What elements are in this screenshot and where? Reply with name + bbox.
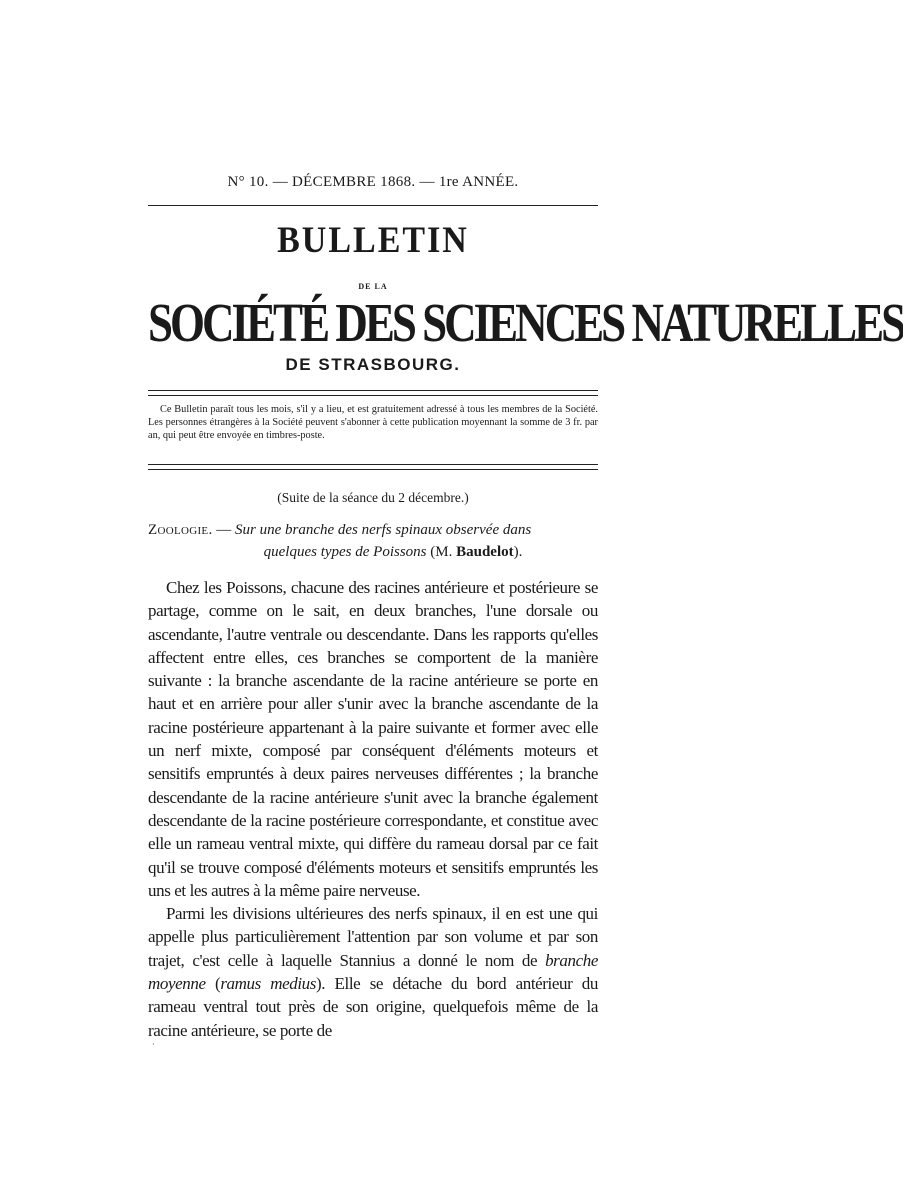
author-open: (M.: [426, 544, 457, 560]
paragraph-1: Chez les Poissons, chacune des racines antérieure et postérieure se partage, comme on le sait, en deux branches, l'une dorsale ou ascendante, l'autre ventrale ou descendante. Dans les rapports qu'elles affectent entre elles, ces branches se comportent de la manière suivante : la branche ascendante de la racine antérieure se porte en haut et en arrière pour aller s'unir avec la branche ascendante de la racine postérieure appartenant à la paire suivante et former avec elle un nerf mixte, composé par conséquent d'éléments moteurs et sensitifs empruntés à deux paires nerveuses différentes ; la branche descendante de la racine antérieure s'unit avec la branche également descendante de la racine postérieure correspondante, et constitue avec elle un rameau ventral mixte, qui diffère du rameau dorsal par ce fait qu'il se trouve composé d'éléments moteurs et sensitifs empruntés les uns et les autres à la même paire nerveuse.: [148, 578, 598, 900]
subscription-notice: Ce Bulletin paraît tous les mois, s'il y a lieu, et est gratuitement adressé à tous les membres de la Société. Les personnes étrangères à la Société peuvent s'abonner à cette publication moyennant la somme de 3 fr. par an, qui peut être envoyée en timbres-poste.: [148, 404, 598, 441]
society-name: SOCIÉTÉ DES SCIENCES NATURELLES: [148, 292, 903, 354]
de-la-label: DE LA: [358, 282, 388, 291]
author-name: Baudelot: [456, 544, 514, 560]
p2-term-branche-moyenne: branche moyenne: [148, 950, 598, 994]
author-close: ).: [513, 544, 523, 560]
page-mark: ·: [152, 1040, 155, 1049]
rule-lower: [148, 464, 598, 470]
heading-dash: —: [212, 522, 235, 538]
article-heading: [148, 519, 598, 563]
p2-text-a: Parmi les divisions ultérieures des nerfs spinaux, il en est une qui appelle plus particulièrement l'attention par son volume et par son trajet, c'est celle à laquelle Stannius a donné le nom de: [148, 904, 598, 970]
top-rule: [148, 205, 598, 208]
p2-text-b: (: [205, 974, 221, 994]
bulletin-title: BULLETIN: [277, 220, 469, 261]
article-body: [148, 576, 598, 1042]
section-label: Zoologie.: [148, 522, 213, 538]
article-title-part1: Sur une branche des nerfs spinaux observée dans: [235, 522, 532, 538]
paragraph-2: [148, 902, 598, 1042]
city-name: DE STRASBOURG.: [285, 355, 461, 374]
p2-term-ramus-medius: ramus medius: [220, 974, 316, 994]
p2-text-c: ). Elle se détache du bord antérieur du rameau ventral tout près de son origine, quelquefois même de la racine antérieure, se porte de: [148, 974, 598, 1040]
session-note: (Suite de la séance du 2 décembre.): [277, 490, 469, 505]
article-title-part2: quelques types de Poissons: [263, 544, 427, 560]
rule-upper: [148, 390, 598, 396]
issue-line: N° 10. — DÉCEMBRE 1868. — 1re ANNÉE.: [227, 174, 519, 190]
